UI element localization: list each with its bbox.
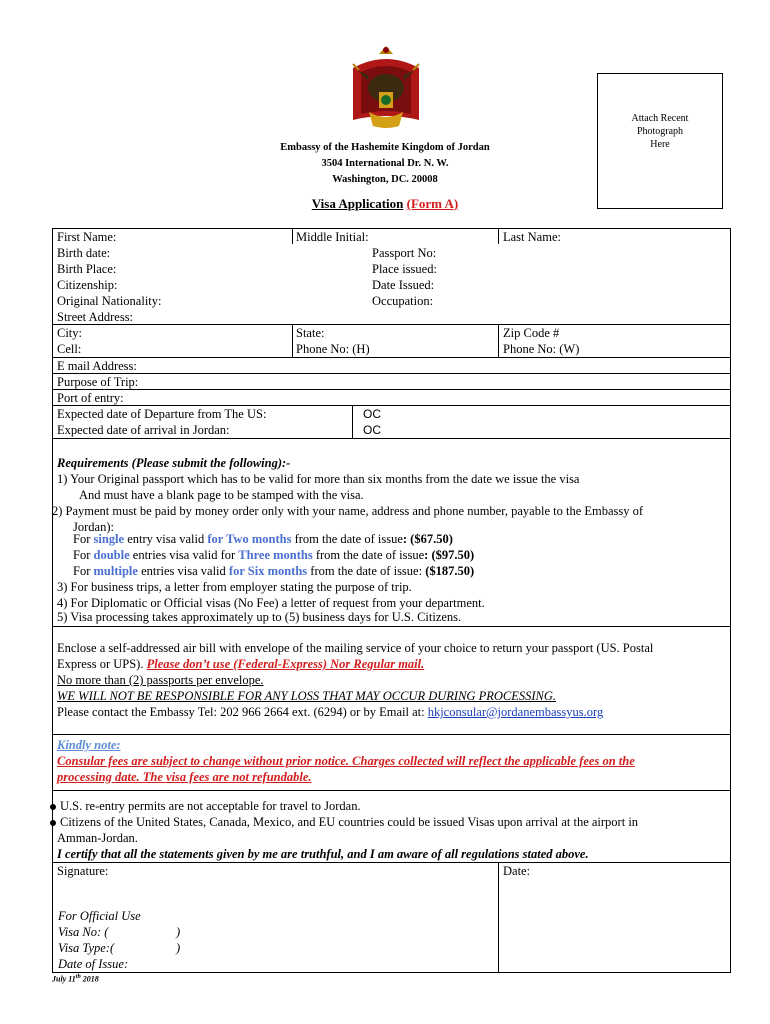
arrival-date-label[interactable]: Expected date of arrival in Jordan:	[57, 423, 230, 437]
bullet-item-2-cont: Amman-Jordan.	[57, 831, 138, 845]
official-date-of-issue: Date of Issue:	[58, 957, 129, 971]
col-divider	[352, 405, 353, 438]
first-name-label[interactable]: First Name:	[57, 230, 117, 244]
enclose-text: Express or UPS).	[57, 657, 147, 671]
fee-text: from the date of issue	[312, 548, 425, 562]
requirements-heading: Requirements (Please submit the following):-	[57, 456, 291, 470]
enclose-line-1: Enclose a self-addressed air bill with envelope of the mailing service of your choice to return your passport (US. Postal	[57, 641, 654, 655]
birth-place-label[interactable]: Birth Place:	[57, 262, 117, 276]
row-divider	[52, 734, 731, 735]
footer-date	[52, 974, 99, 984]
purpose-label[interactable]: Purpose of Trip:	[57, 375, 139, 389]
city-label[interactable]: City:	[57, 326, 83, 340]
phone-work-label[interactable]: Phone No: (W)	[503, 342, 580, 356]
row-divider	[52, 438, 731, 439]
footer-date-year: 2018	[80, 974, 99, 984]
fee-type: single	[93, 532, 125, 546]
original-nationality-label[interactable]: Original Nationality:	[57, 294, 162, 308]
signature-field[interactable]: Signature:	[57, 864, 109, 878]
cell-label[interactable]: Cell:	[57, 342, 82, 356]
fee-text: from the date of issue	[291, 532, 403, 546]
requirement-1-cont: And must have a blank page to be stamped with the visa.	[79, 488, 364, 502]
enclose-line-5	[57, 704, 603, 720]
enclose-warning: Please don’t use (Federal-Express) Nor Regular mail.	[146, 657, 425, 671]
requirement-5: 5) Visa processing takes approximately up to (5) business days for U.S. Citizens.	[57, 610, 462, 624]
enclose-line-3: No more than (2) passports per envelope.	[57, 673, 264, 687]
date-issued-label[interactable]: Date Issued:	[372, 278, 435, 292]
requirement-4: 4) For Diplomatic or Official visas (No Fee) a letter of request from your department.	[57, 596, 485, 610]
bullet-icon	[50, 820, 56, 826]
fee-text: For	[73, 548, 94, 562]
embassy-header	[170, 140, 600, 188]
official-visa-no: Visa No: (	[58, 925, 109, 939]
page-title	[170, 196, 600, 212]
photo-box-line: Photograph	[636, 126, 684, 137]
embassy-name: Embassy of the Hashemite Kingdom of Jordan	[280, 142, 490, 153]
requirement-3: 3) For business trips, a letter from employer stating the purpose of trip.	[57, 580, 412, 594]
row-divider	[52, 373, 731, 374]
fee-single	[73, 531, 453, 547]
title-main: Visa Application	[311, 196, 404, 211]
official-visa-no-close: )	[176, 925, 181, 939]
passport-no-label[interactable]: Passport No:	[372, 246, 437, 260]
email-label[interactable]: E mail Address:	[57, 359, 137, 373]
requirement-2-cont: Jordan):	[73, 520, 114, 534]
col-divider	[498, 324, 499, 357]
departure-date-label[interactable]: Expected date of Departure from The US:	[57, 407, 267, 421]
embassy-email-link[interactable]: hkjconsular@jordanembassyus.org	[427, 705, 604, 719]
photo-box-line: Here	[650, 139, 670, 150]
photo-attachment-box	[597, 73, 723, 209]
state-label[interactable]: State:	[296, 326, 325, 340]
phone-home-label[interactable]: Phone No: (H)	[296, 342, 370, 356]
requirement-2: 2) Payment must be paid by money order only with your name, address and phone number, payable to the Embassy of	[52, 504, 644, 518]
fee-price: : ($67.50)	[402, 532, 453, 546]
row-divider	[52, 357, 731, 358]
fee-type: double	[93, 548, 130, 562]
departure-date-field[interactable]: OC	[363, 407, 381, 421]
enclose-text: Please contact the Embassy Tel: 202 966 2664 ext. (6294) or by Email at:	[57, 705, 428, 719]
kindly-note-line-1: Consular fees are subject to change without prior notice. Charges collected will reflect the applicable fees on the	[57, 754, 635, 768]
enclose-line-4: WE WILL NOT BE RESPONSIBLE FOR ANY LOSS THAT MAY OCCUR DURING PROCESSING.	[57, 689, 556, 703]
footer-date-suffix: th	[75, 974, 81, 980]
fee-text: from the date of issue:	[307, 564, 426, 578]
row-divider	[52, 324, 731, 325]
requirement-1: 1) Your Original passport which has to be valid for more than six months from the date we issue the visa	[57, 472, 580, 486]
row-divider	[52, 626, 731, 627]
fee-double	[73, 547, 474, 563]
fee-price: : ($97.50)	[424, 548, 475, 562]
photo-box-line: Attach Recent	[631, 113, 689, 124]
col-divider	[498, 862, 499, 973]
port-of-entry-label[interactable]: Port of entry:	[57, 391, 124, 405]
fee-duration: for Two months	[207, 532, 292, 546]
arrival-date-field[interactable]: OC	[363, 423, 381, 437]
row-divider	[52, 862, 731, 863]
zip-label[interactable]: Zip Code #	[503, 326, 560, 340]
fee-duration: for Six months	[228, 564, 308, 578]
row-divider	[52, 790, 731, 791]
birth-date-label[interactable]: Birth date:	[57, 246, 111, 260]
official-visa-type: Visa Type:(	[58, 941, 115, 955]
col-divider	[292, 324, 293, 357]
fee-text: entry visa valid	[124, 532, 208, 546]
date-field[interactable]: Date:	[503, 864, 531, 878]
kindly-note-heading: Kindly note:	[57, 738, 121, 752]
bullet-item-1	[50, 798, 361, 814]
place-issued-label[interactable]: Place issued:	[372, 262, 437, 276]
fee-text: entries visa valid for	[129, 548, 239, 562]
street-address-label[interactable]: Street Address:	[57, 310, 134, 324]
fee-text: entries visa valid	[137, 564, 229, 578]
bullet-item-2	[50, 814, 638, 830]
bullet-icon	[50, 804, 56, 810]
kindly-note-line-2: processing date. The visa fees are not refundable.	[57, 770, 312, 784]
footer-date-text: July 11	[52, 974, 76, 984]
official-visa-type-close: )	[176, 941, 181, 955]
fee-multiple	[73, 563, 474, 579]
row-divider	[52, 389, 731, 390]
embassy-street: 3504 International Dr. N. W.	[321, 158, 449, 169]
fee-duration: Three months	[238, 548, 313, 562]
bullet-text: Citizens of the United States, Canada, Mexico, and EU countries could be issued Visas upon arrival at the airport in	[60, 815, 639, 829]
middle-initial-label[interactable]: Middle Initial:	[296, 230, 369, 244]
col-divider	[498, 228, 499, 244]
title-form-label: (Form A)	[406, 196, 459, 211]
bullet-text: U.S. re-entry permits are not acceptable for travel to Jordan.	[60, 799, 361, 813]
last-name-label[interactable]: Last Name:	[503, 230, 561, 244]
fee-type: multiple	[93, 564, 138, 578]
official-use-heading: For Official Use	[58, 909, 141, 923]
fee-text: For	[73, 532, 94, 546]
certify-statement: I certify that all the statements given by me are truthful, and I am aware of all regulations stated above.	[57, 847, 589, 861]
enclose-line-2	[57, 656, 424, 672]
citizenship-label[interactable]: Citizenship:	[57, 278, 118, 292]
fee-text: For	[73, 564, 94, 578]
col-divider	[292, 228, 293, 244]
embassy-city: Washington, DC. 20008	[332, 174, 438, 185]
coat-of-arms-emblem	[339, 40, 433, 134]
fee-price: ($187.50)	[425, 564, 475, 578]
occupation-label[interactable]: Occupation:	[372, 294, 434, 308]
